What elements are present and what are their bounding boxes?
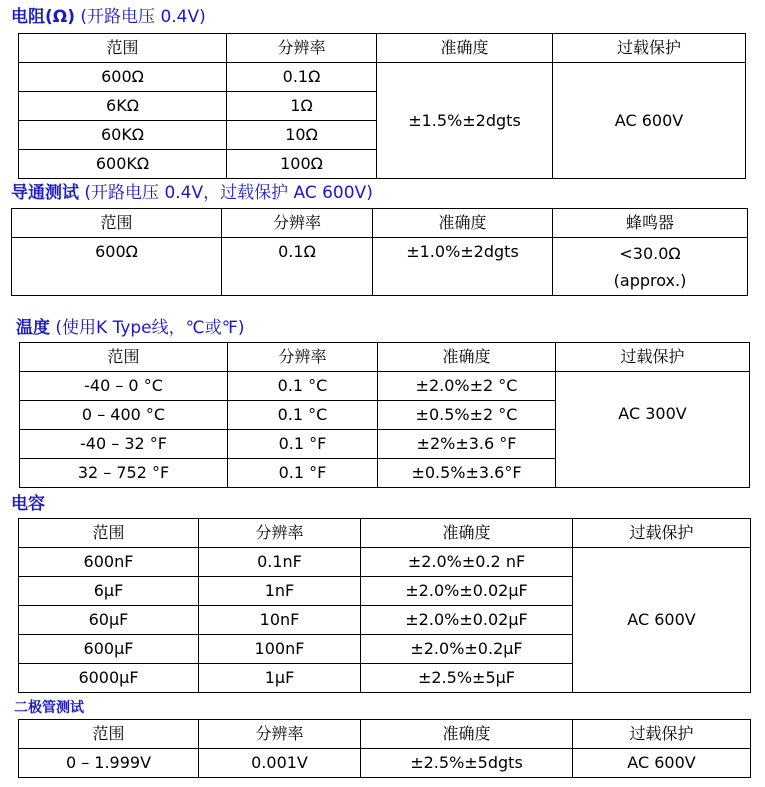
cell-range: 32 – 752 °F [20, 459, 228, 488]
capacitance-table [18, 518, 751, 693]
cell-accuracy: ±2.5%±5dgts [361, 749, 573, 778]
cell-range: 0 – 400 °C [20, 401, 228, 430]
cell-range: 6µF [19, 577, 199, 606]
diode-section-title [14, 698, 84, 718]
table-row [12, 238, 748, 296]
cell-accuracy: ±2.0%±0.2 nF [361, 548, 573, 577]
cell-protection: AC 600V [573, 749, 751, 778]
cell-resolution: 100nF [199, 635, 361, 664]
table-header-row [12, 209, 748, 238]
cell-accuracy: ±2.0%±0.02µF [361, 606, 573, 635]
header-accuracy: 准确度 [361, 720, 573, 749]
cell-resolution: 10Ω [227, 121, 377, 150]
cell-range: -40 – 32 °F [20, 430, 228, 459]
header-accuracy: 准确度 [361, 519, 573, 548]
cell-resolution: 1µF [199, 664, 361, 693]
cell-resolution: 0.1 °F [228, 459, 378, 488]
cell-range: 60KΩ [19, 121, 227, 150]
cell-accuracy: ±2.5%±5µF [361, 664, 573, 693]
resistance-title-note: (开路电压 0.4V) [75, 7, 206, 27]
header-resolution: 分辨率 [228, 343, 378, 372]
buzzer-line1: <30.0Ω [619, 243, 681, 263]
table-header-row [19, 519, 751, 548]
table-row [19, 548, 751, 577]
cell-accuracy: ±2.0%±0.2µF [361, 635, 573, 664]
header-range: 范围 [19, 34, 227, 63]
temperature-title-note: (使用K Type线，℃或℉) [50, 318, 245, 338]
header-resolution: 分辨率 [199, 519, 361, 548]
cell-protection: AC 600V [573, 548, 751, 693]
cell-range: 600KΩ [19, 150, 227, 179]
header-range: 范围 [19, 720, 199, 749]
resistance-title-bold: 电阻(Ω) [11, 7, 75, 27]
header-resolution: 分辨率 [199, 720, 361, 749]
cell-accuracy: ±0.5%±2 °C [378, 401, 556, 430]
table-row [19, 749, 751, 778]
temperature-title-bold: 温度 [16, 318, 50, 338]
cell-resolution: 0.1Ω [227, 63, 377, 92]
cell-range: 60µF [19, 606, 199, 635]
cell-resolution: 0.001V [199, 749, 361, 778]
cell-range: 600Ω [12, 238, 222, 296]
cell-resolution: 0.1Ω [222, 238, 373, 296]
table-row [19, 63, 746, 92]
cell-range: 6KΩ [19, 92, 227, 121]
cell-buzzer [553, 238, 748, 296]
diode-title-bold: 二极管测试 [14, 700, 84, 716]
header-protection: 过载保护 [573, 519, 751, 548]
cell-resolution: 0.1nF [199, 548, 361, 577]
header-protection: 过载保护 [553, 34, 746, 63]
header-accuracy: 准确度 [373, 209, 553, 238]
table-header-row [20, 343, 750, 372]
cell-resolution: 0.1 °F [228, 430, 378, 459]
cell-range: -40 – 0 °C [20, 372, 228, 401]
table-row [20, 372, 750, 401]
cell-accuracy: ±2.0%±0.02µF [361, 577, 573, 606]
header-range: 范围 [19, 519, 199, 548]
temperature-table [19, 342, 750, 488]
header-range: 范围 [20, 343, 228, 372]
header-protection: 过载保护 [573, 720, 751, 749]
capacitance-section-title [11, 494, 45, 514]
continuity-title-note: (开路电压 0.4V，过载保护 AC 600V) [79, 183, 373, 203]
header-resolution: 分辨率 [227, 34, 377, 63]
temperature-section-title [16, 318, 245, 338]
cell-resolution: 10nF [199, 606, 361, 635]
cell-range: 0 – 1.999V [19, 749, 199, 778]
cell-accuracy: ±2%±3.6 °F [378, 430, 556, 459]
cell-range: 6000µF [19, 664, 199, 693]
cell-accuracy: ±2.0%±2 °C [378, 372, 556, 401]
resistance-section-title [11, 7, 206, 27]
cell-protection: AC 300V [556, 372, 750, 488]
header-buzzer: 蜂鸣器 [553, 209, 748, 238]
buzzer-line2: (approx.) [613, 270, 687, 290]
resistance-table [18, 33, 746, 179]
continuity-section-title [11, 183, 373, 203]
continuity-table [11, 208, 748, 296]
header-protection: 过载保护 [556, 343, 750, 372]
cell-range: 600nF [19, 548, 199, 577]
header-accuracy: 准确度 [378, 343, 556, 372]
header-accuracy: 准确度 [377, 34, 553, 63]
cell-protection: AC 600V [553, 63, 746, 179]
header-resolution: 分辨率 [222, 209, 373, 238]
header-range: 范围 [12, 209, 222, 238]
table-header-row [19, 34, 746, 63]
cell-resolution: 1Ω [227, 92, 377, 121]
cell-resolution: 0.1 °C [228, 401, 378, 430]
continuity-title-bold: 导通测试 [11, 183, 79, 203]
cell-range: 600µF [19, 635, 199, 664]
cell-accuracy: ±0.5%±3.6°F [378, 459, 556, 488]
cell-accuracy: ±1.0%±2dgts [373, 238, 553, 296]
diode-table [18, 719, 751, 778]
table-header-row [19, 720, 751, 749]
cell-resolution: 100Ω [227, 150, 377, 179]
cell-resolution: 0.1 °C [228, 372, 378, 401]
capacitance-title-bold: 电容 [11, 494, 45, 514]
cell-range: 600Ω [19, 63, 227, 92]
cell-accuracy: ±1.5%±2dgts [377, 63, 553, 179]
cell-resolution: 1nF [199, 577, 361, 606]
